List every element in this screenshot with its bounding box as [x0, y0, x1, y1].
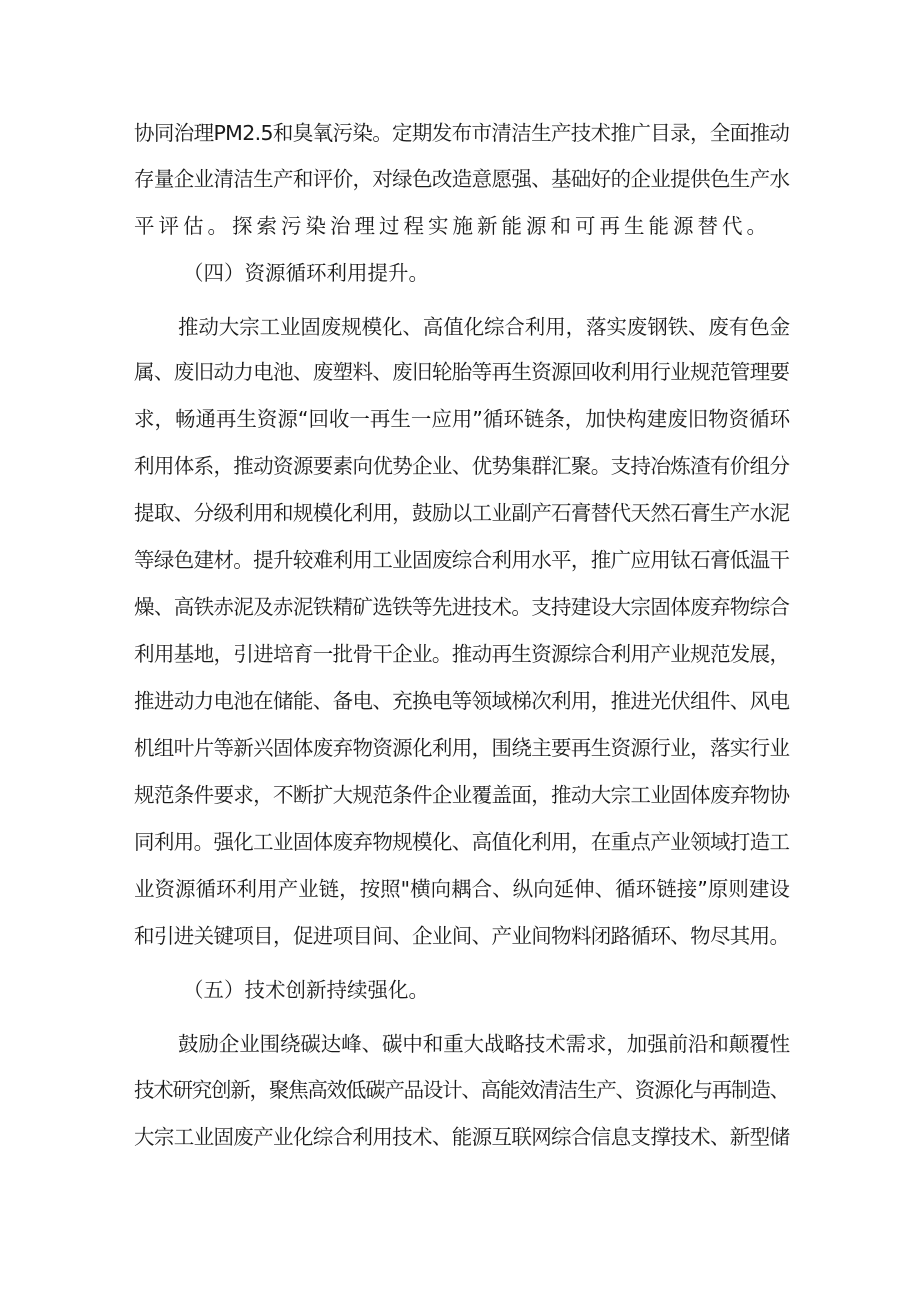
- paragraph-2-line-5: 提取、分级利用和规模化利用，鼓励以工业副产石膏替代天然石膏生产水泥: [134, 501, 790, 525]
- paragraph-2-line-13: 业资源循环利用产业链，按照"横向耦合、纵向延伸、循环链接”原则建设: [134, 877, 790, 901]
- paragraph-1-line-2: 存量企业清洁生产和评价，对绿色改造意愿强、基础好的企业提供色生产水: [134, 167, 790, 191]
- paragraph-3-line-1: 鼓励企业围绕碳达峰、碳中和重大战略技术需求，加强前沿和颠覆性: [178, 1032, 790, 1056]
- paragraph-2-line-2: 属、废旧动力电池、废塑料、废旧轮胎等再生资源回收利用行业规范管理要: [134, 360, 790, 384]
- paragraph-2-line-9: 推进动力电池在储能、备电、充换电等领域梯次利用，推进光伏组件、风电: [134, 689, 790, 713]
- paragraph-1-line-3: 平评估。探索污染治理过程实施新能源和可再生能源替代。: [134, 214, 771, 238]
- paragraph-2-line-14: 和引进关键项目，促进项目间、企业间、产业间物料闭路循环、物尽其用。: [134, 924, 790, 948]
- paragraph-2-line-6: 等绿色建材。提升较难利用工业固废综合利用水平，推广应用钛石膏低温干: [134, 548, 790, 572]
- section-heading-5: （五）技术创新持续强化。: [183, 978, 429, 1002]
- paragraph-2-line-3: 求，畅通再生资源“回收一再生一应用”循环链条，加快构建废旧物资循环: [134, 407, 791, 431]
- paragraph-3-line-3: 大宗工业固废产业化综合利用技术、能源互联网综合信息支撑技术、新型储: [134, 1125, 790, 1149]
- paragraph-2-line-7: 燥、高铁赤泥及赤泥铁精矿选铁等先进技术。支持建设大宗固体废弃物综合: [134, 595, 790, 619]
- paragraph-2-line-8: 利用基地，引进培育一批骨干企业。推动再生资源综合利用产业规范发展，: [134, 642, 790, 666]
- paragraph-3-line-2: 技术研究创新，聚焦高效低碳产品设计、高能效清洁生产、资源化与再制造、: [134, 1078, 789, 1102]
- paragraph-2-line-11: 规范条件要求，不断扩大规范条件企业覆盖面，推动大宗工业固体废弃物协: [134, 783, 790, 807]
- paragraph-2-line-4: 利用体系，推动资源要素向优势企业、优势集群汇聚。支持冶炼渣有价组分: [134, 454, 790, 478]
- section-heading-4: （四）资源循环利用提升。: [183, 261, 429, 285]
- paragraph-1-line-1: 协同治理PM2.5和臭氧污染。定期发布市清洁生产技术推广目录，全面推动: [134, 121, 790, 145]
- paragraph-2-line-1: 推动大宗工业固废规模化、高值化综合利用，落实废钢铁、废有色金: [178, 315, 790, 339]
- paragraph-2-line-12: 同利用。强化工业固体废弃物规模化、高值化利用，在重点产业领域打造工: [134, 830, 790, 854]
- paragraph-2-line-10: 机组叶片等新兴固体废弃物资源化利用，围绕主要再生资源行业，落实行业: [134, 736, 790, 760]
